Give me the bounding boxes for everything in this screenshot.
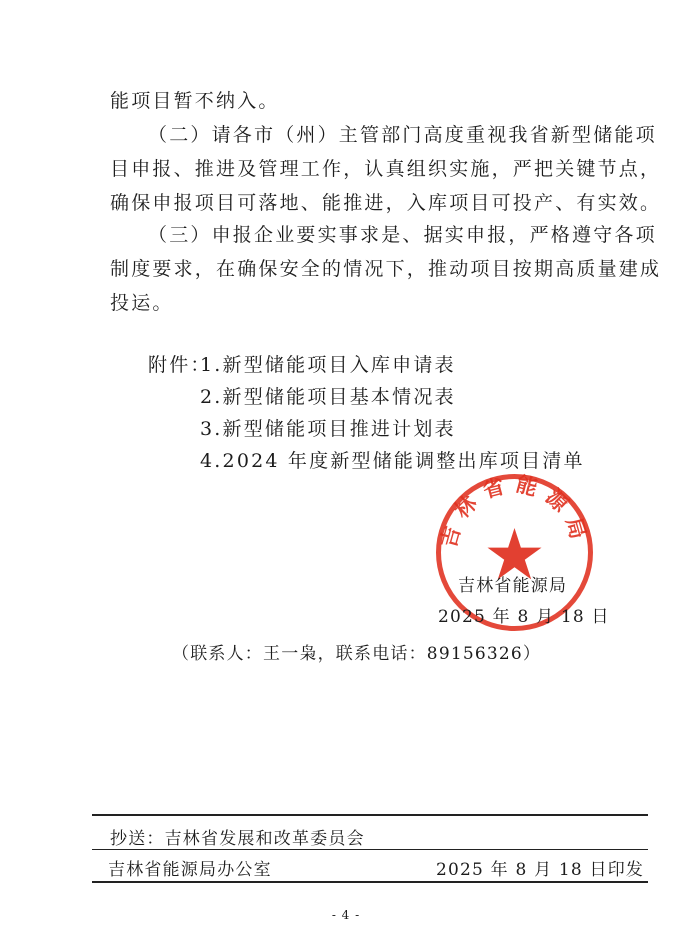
signing-organization: 吉林省能源局 — [458, 576, 568, 596]
attachment-item: 1.新型储能项目入库申请表 — [200, 354, 456, 376]
para2-line-1: （二）请各市（州）主管部门高度重视我省新型储能项 — [148, 124, 657, 146]
footer-divider-top — [92, 814, 648, 816]
issuing-office: 吉林省能源局办公室 — [108, 860, 272, 880]
para3-line-2: 制度要求，在确保安全的情况下，推动项目按期高质量建成 — [110, 258, 662, 280]
para3-line-1: （三）申报企业要实事求是、据实申报，严格遵守各项 — [148, 224, 657, 246]
para2-line-2: 目申报、推进及管理工作，认真组织实施，严把关键节点， — [110, 158, 662, 180]
attachments-label: 附件： — [148, 354, 212, 376]
page-number: - 4 - — [331, 908, 361, 922]
attachment-item: 3.新型储能项目推进计划表 — [200, 418, 456, 440]
footer-divider-middle — [92, 849, 648, 850]
footer-divider-bottom — [92, 881, 648, 883]
issue-date: 2025 年 8 月 18 日印发 — [436, 860, 645, 880]
para3-line-3: 投运。 — [110, 292, 174, 314]
contact-info: （联系人：王一枭，联系电话：89156326） — [172, 644, 542, 664]
seal-text: 吉林省能源局 — [436, 471, 593, 551]
para2-line-3: 确保申报项目可落地、能推进，入库项目可投产、有实效。 — [110, 192, 662, 214]
attachment-item: 2.新型储能项目基本情况表 — [200, 386, 456, 408]
body-line-1: 能项目暂不纳入。 — [110, 90, 280, 112]
cc-recipients: 抄送：吉林省发展和改革委员会 — [110, 829, 365, 849]
attachment-item: 4.2024 年度新型储能调整出库项目清单 — [200, 450, 585, 472]
signing-date: 2025 年 8 月 18 日 — [438, 607, 610, 627]
